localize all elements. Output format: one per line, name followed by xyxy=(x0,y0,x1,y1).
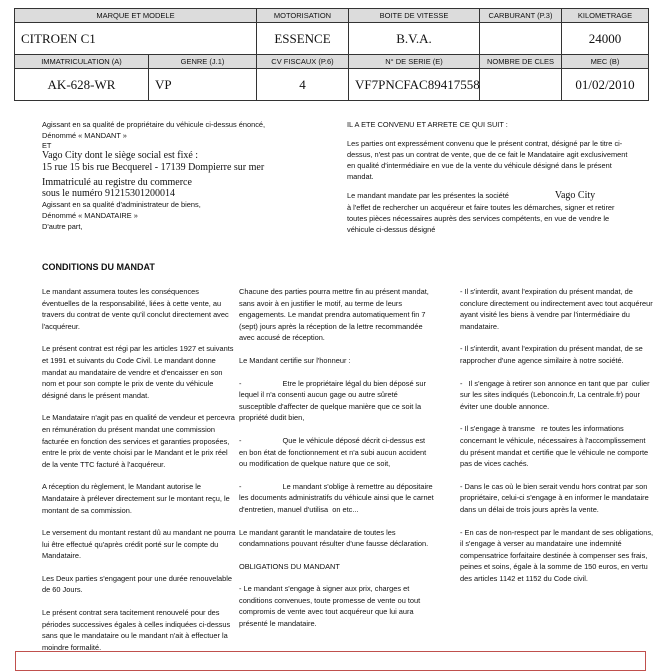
condition-paragraph: Le versement du montant restant dû au mandant ne pourra lui être effectué qu'après crédit porté sur le compte du Mandataire. xyxy=(42,528,238,561)
condition-paragraph: Le mandant assumera toutes les conséquences éventuelles de la responsabilité, liées à cette vente, au travers du contrat de vente qu'il conclut directement avec l'acquéreur. xyxy=(42,287,231,331)
parties-line: ET xyxy=(42,141,52,150)
parties-line: 15 rue 15 bis rue Becquerel - 17139 Dompierre sur mer xyxy=(42,162,265,173)
conditions-column-3 xyxy=(460,286,655,595)
header-cles: NOMBRE DE CLES xyxy=(480,55,562,69)
value-immatriculation: AK-628-WR xyxy=(15,69,149,101)
condition-paragraph: - Etre le propriétaire légal du bien déposé sur lequel il n'a consenti aucun gage ou autre sûreté susceptible d'affecter de quelque manière que ce soit la propriété dudit bien, xyxy=(239,378,428,423)
value-carburant xyxy=(480,23,562,55)
condition-paragraph: Les Deux parties s'engagent pour une durée renouvelable de 60 Jours. xyxy=(42,573,235,595)
value-mec: 01/02/2010 xyxy=(562,69,649,101)
convenu-paragraph: Le mandant mandate par les présentes la société xyxy=(347,191,509,200)
convenu-paragraph: à l'effet de rechercher un acquéreur et faire toutes les démarches, signer et retirer toutes pièces nécessaires auprès des services compétents, en vue de vendre le véhicule ci-dessus désigné xyxy=(347,203,615,234)
condition-paragraph: Le mandant garantit le mandataire de toutes les condamnations pouvant résulter d'une fausse déclaration. xyxy=(239,527,429,549)
parties-line: Immatriculé au registre du commerce xyxy=(42,177,192,188)
condition-paragraph: OBLIGATIONS DU MANDANT xyxy=(239,561,340,571)
conditions-column-2 xyxy=(239,286,434,641)
condition-paragraph: - Le mandant s'engage à signer aux prix, charges et conditions convenues, toute promesse de vente ou tout compromis de vente avec tout acquéreur que lui aura présenté le mandataire. xyxy=(239,584,423,629)
condition-paragraph: Le Mandataire n'agit pas en qualité de vendeur et percevra en rémunération du présent mandat une commission facturée en fonction des services et garanties proposées, entre le prix de vente choisi par le Mandant et le prix réel de la vente TTC facturé à l'acquéreur. xyxy=(42,413,237,469)
header-serie: N° DE SERIE (E) xyxy=(349,55,480,69)
conditions-column-1 xyxy=(42,286,237,664)
condition-paragraph: Chacune des parties pourra mettre fin au présent mandat, sans avoir à en justifier le motif, au terme de leurs engagements. Le mandat prendra automatiquement fin 7 (sept) jours après la réception de la lettre recommandée avec accusé de réception. xyxy=(239,287,431,343)
parties-line: sous le numéro 91215301200014 xyxy=(42,188,176,199)
header-boite: BOITE DE VITESSE xyxy=(349,9,480,23)
condition-paragraph: - Il s'interdit, avant l'expiration du présent mandat, de conclure directement ou indirectement avec tout acquéreur ayant visité les biens à vendre par l'intermédiaire du mandataire. xyxy=(460,287,655,331)
header-genre: GENRE (J.1) xyxy=(149,55,257,69)
condition-paragraph: - Le mandant s'oblige à remettre au dépositaire les documents administratifs du véhicule ainsi que le carnet d'entretien, manuel d'utilisa on etc... xyxy=(239,481,436,514)
parties-line: Dénommé « MANDATAIRE » xyxy=(42,211,138,220)
value-kilometrage: 24000 xyxy=(562,23,649,55)
parties-line: Vago City dont le siège social est fixé : xyxy=(42,150,199,161)
header-kilometrage: KILOMETRAGE xyxy=(562,9,649,23)
parties-line: Agissant en sa qualité de propriétaire du véhicule ci-dessus énoncé, xyxy=(42,120,266,129)
condition-paragraph: Le présent contrat sera tacitement renouvelé pour des périodes successives égales à celles indiquées ci-dessus sans que le mandataire ou le mandant n'ait à effectuer la moindre formalité. xyxy=(42,608,233,652)
condition-paragraph: Le présent contrat est régi par les articles 1927 et suivants et 1991 et suivants du Code Civil. Le mandant donne mandat au mandataire de vendre et d'encaisser en son nom et pour son compte le prix de vente du véhicule désigné dans le présent mandat. xyxy=(42,344,236,400)
parties-line: D'autre part, xyxy=(42,222,83,231)
condition-paragraph: - En cas de non-respect par le mandant de ses obligations, il s'engage à verser au mandataire une indemnité compensatrice forfaitaire destinée à compenser ses frais, peines et soins, égale à la somme de 150 euros, en vertu des articles 1142 et 1152 du Code civil. xyxy=(460,527,656,583)
condition-paragraph: - Il s'engage à retirer son annonce en tant que par culier sur les sites indiqués (Leboncoin.fr, La centrale.fr) pour éviter une double annonce. xyxy=(460,378,652,411)
conditions-title: CONDITIONS DU MANDAT xyxy=(42,262,155,272)
condition-paragraph: - Dans le cas où le bien serait vendu hors contrat par son propriétaire, celui-ci s'engage à en informer le mandataire dans un délai de trois jours après la vente. xyxy=(460,481,651,514)
condition-paragraph: A réception du règlement, le Mandant autorise le Mandataire à prélever directement sur le montant reçu, le montant de sa commission. xyxy=(42,482,232,515)
value-serie: VF7PNCFAC89417558 xyxy=(349,69,480,101)
value-genre: VP xyxy=(149,69,257,101)
header-cv: CV FISCAUX (P.6) xyxy=(257,55,349,69)
convenu-block xyxy=(347,119,632,235)
parties-block xyxy=(42,119,332,232)
convenu-title: IL A ETE CONVENU ET ARRETE CE QUI SUIT : xyxy=(347,120,508,129)
parties-line: Agissant en sa qualité d'administrateur de biens, xyxy=(42,200,201,209)
company-name: Vago City xyxy=(554,190,596,201)
condition-paragraph: - Que le véhicule déposé décrit ci-dessus est en bon état de fonctionnement et n'a subi aucun accident ou modification de quelque nature que ce soit, xyxy=(239,435,429,469)
header-mec: MEC (B) xyxy=(562,55,649,69)
condition-paragraph: - Il s'engage à transme re toutes les informations concernant le véhicule, nécessaires à l'accomplissement du présent mandat et certifie que le véhicule ne comporte pas de vices cachés. xyxy=(460,424,651,469)
value-cv: 4 xyxy=(257,69,349,101)
signature-box xyxy=(15,651,646,671)
vehicle-table xyxy=(14,8,649,101)
value-cles xyxy=(480,69,562,101)
header-marque: MARQUE ET MODELE xyxy=(15,9,257,23)
parties-line: Dénommé « MANDANT » xyxy=(42,131,127,140)
condition-paragraph: - Il s'interdit, avant l'expiration du présent mandat, de se rapprocher d'une agence similaire à notre société. xyxy=(460,344,645,365)
header-motorisation: MOTORISATION xyxy=(257,9,349,23)
convenu-paragraph: Les parties ont expressément convenu que le présent contrat, désigné par le titre ci-dessus, n'est pas un contrat de vente, que de ce fait le Mandataire agit exclusivement en qualité d'intermédiaire en vue de la vente du véhicule désigné dans le présent mandat. xyxy=(347,139,628,181)
header-immatriculation: IMMATRICULATION (A) xyxy=(15,55,149,69)
value-motorisation: ESSENCE xyxy=(257,23,349,55)
value-boite: B.V.A. xyxy=(349,23,480,55)
condition-paragraph: Le Mandant certifie sur l'honneur : xyxy=(239,355,351,365)
value-marque: CITROEN C1 xyxy=(15,23,257,55)
header-carburant: CARBURANT (P.3) xyxy=(480,9,562,23)
